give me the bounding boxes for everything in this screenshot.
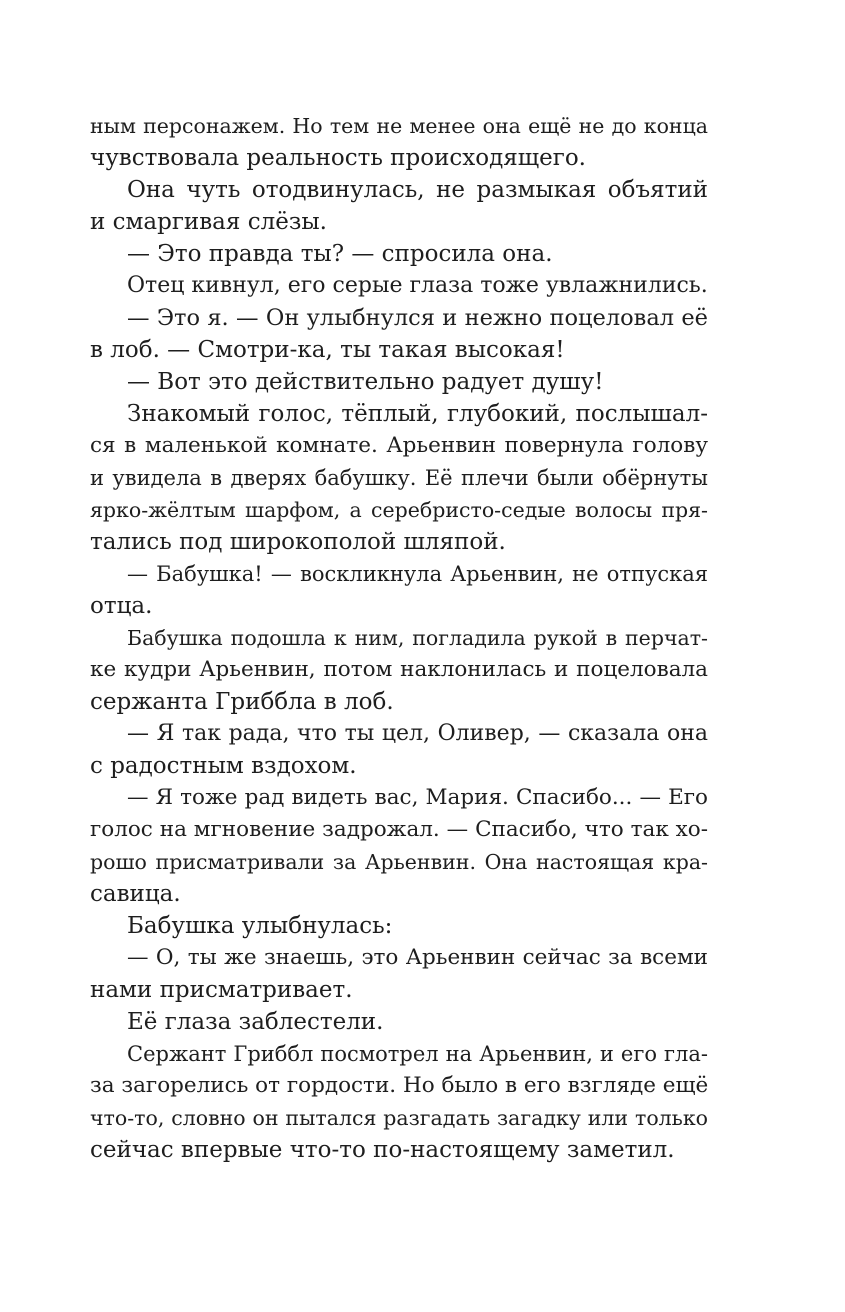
text-line: — Это правда ты? — спросила она. xyxy=(127,241,553,267)
text-line: — Бабушка! — воскликнула Арьенвин, не отпуская xyxy=(127,562,708,586)
text-line: савица. xyxy=(90,881,181,907)
text-line: рошо присматривали за Арьенвин. Она настоящая кра- xyxy=(90,850,708,874)
text-line: — Вот это действительно радует душу! xyxy=(127,369,604,395)
text-line: тались под широкополой шляпой. xyxy=(90,529,506,555)
book-page xyxy=(90,0,708,1312)
paragraph xyxy=(90,302,708,366)
text-line: Её глаза заблестели. xyxy=(127,1009,384,1035)
text-line: с радостным вздохом. xyxy=(90,753,357,779)
paragraph xyxy=(90,398,708,558)
text-line: нами присматривает. xyxy=(90,977,353,1003)
text-line: что-то, словно он пытался разгадать загадку или только xyxy=(90,1106,708,1130)
text-line: сейчас впервые что-то по-настоящему заметил. xyxy=(90,1137,675,1163)
text-line: — Я тоже рад видеть вас, Мария. Спасибо... — Его xyxy=(127,785,708,810)
paragraph xyxy=(90,558,708,622)
paragraph xyxy=(90,782,708,910)
paragraph xyxy=(90,910,708,942)
text-line: ярко-жёлтым шарфом, а серебристо-седые волосы пря- xyxy=(90,498,708,522)
text-line: Бабушка улыбнулась: xyxy=(127,913,393,939)
paragraph xyxy=(90,238,708,270)
text-line: Бабушка подошла к ним, погладила рукой в перчат- xyxy=(127,626,708,650)
text-line: и увидела в дверях бабушку. Её плечи были обёрнуты xyxy=(90,466,708,490)
text-line: — Это я. — Он улыбнулся и нежно поцеловал её xyxy=(127,305,708,331)
text-line: ся в маленькой комнате. Арьенвин повернула голову xyxy=(90,433,708,458)
text-line: ным персонажем. Но тем не менее она ещё не до конца xyxy=(90,114,708,138)
text-line: голос на мгновение задрожал. — Спасибо, что так хо- xyxy=(90,817,708,842)
paragraph xyxy=(90,718,708,782)
paragraph xyxy=(90,174,708,238)
paragraph xyxy=(90,622,708,718)
text-line: в лоб. — Смотри-ка, ты такая высокая! xyxy=(90,337,565,363)
text-line: ке кудри Арьенвин, потом наклонилась и поцеловала xyxy=(90,657,708,682)
text-line: Знакомый голос, тёплый, глубокий, послышал- xyxy=(127,401,708,427)
text-line: Сержант Гриббл посмотрел на Арьенвин, и его гла- xyxy=(127,1042,708,1066)
paragraph xyxy=(90,1038,708,1166)
text-line: Отец кивнул, его серые глаза тоже увлажнились. xyxy=(127,273,708,298)
body-text xyxy=(90,110,708,1166)
text-line: — Я так рада, что ты цел, Оливер, — сказала она xyxy=(127,721,708,746)
paragraph xyxy=(90,1006,708,1038)
paragraph xyxy=(90,110,708,174)
text-line: и смаргивая слёзы. xyxy=(90,209,327,235)
text-line: — О, ты же знаешь, это Арьенвин сейчас за всеми xyxy=(127,945,708,970)
text-line: отца. xyxy=(90,593,153,619)
text-line: сержанта Гриббла в лоб. xyxy=(90,689,394,715)
paragraph xyxy=(90,942,708,1006)
text-line: за загорелись от гордости. Но было в его взгляде ещё xyxy=(90,1073,709,1098)
text-line: чувствовала реальность происходящего. xyxy=(90,145,586,171)
text-line: Она чуть отодвинулась, не размыкая объятий xyxy=(127,177,708,203)
paragraph xyxy=(90,366,708,398)
paragraph xyxy=(90,270,708,302)
